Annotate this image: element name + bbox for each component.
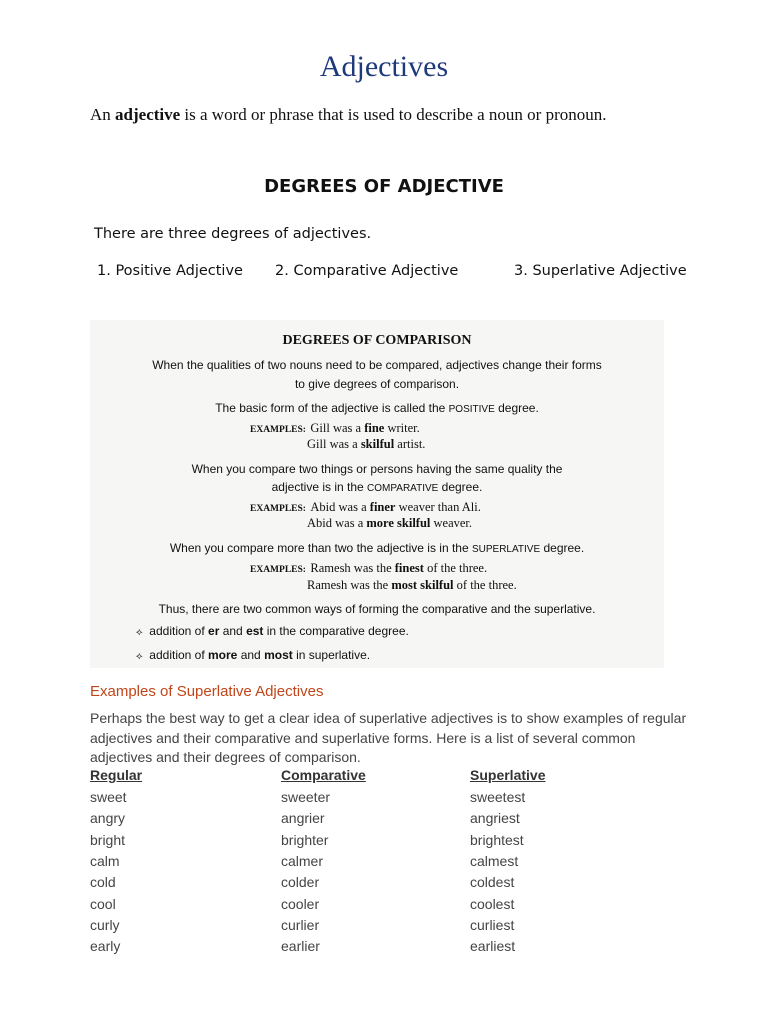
table-cell: curly <box>90 916 120 933</box>
positive-example-2: Gill was a skilful artist. <box>307 437 426 451</box>
table-cell: earliest <box>470 938 516 955</box>
table-cell: calmest <box>470 852 519 869</box>
definition-pre: An <box>90 105 116 124</box>
comparative-example-1: EXAMPLES: Abid was a finer weaver than Ali. <box>250 500 481 514</box>
positive-example-1: EXAMPLES: Gill was a fine writer. <box>250 421 420 435</box>
table-cell: curliest <box>470 916 515 933</box>
definition <box>90 105 607 125</box>
degree-item-positive: 1. Positive Adjective <box>97 263 243 279</box>
comparative-example-2: Abid was a more skilful weaver. <box>307 516 473 530</box>
comparative-text-1: When you compare two things or persons having the same quality the <box>191 462 563 476</box>
table-cell: curlier <box>281 916 320 933</box>
superlative-example-2: Ramesh was the most skilful of the three. <box>307 578 517 592</box>
table-cell: coolest <box>470 895 515 912</box>
column-header-superlative: Superlative <box>470 767 546 783</box>
table-cell: sweet <box>90 789 127 805</box>
degrees-heading: DEGREES OF ADJECTIVE <box>264 176 504 197</box>
table-cell: cool <box>90 895 116 912</box>
comparison-intro-2: to give degrees of comparison. <box>294 377 460 391</box>
table-cell: angrier <box>281 810 325 827</box>
table-cell: angriest <box>470 810 520 827</box>
table-cell: earlier <box>281 938 320 955</box>
bullet-item: ⟡ addition of er and est in the comparative degree. <box>136 624 409 638</box>
table-cell: colder <box>281 874 320 891</box>
table-cell: sweetest <box>470 789 526 805</box>
table-cell: brighter <box>281 831 329 848</box>
positive-text: The basic form of the adjective is called the POSITIVE degree. <box>215 401 539 415</box>
degree-item-comparative: 2. Comparative Adjective <box>275 263 459 279</box>
thus-text: Thus, there are two common ways of forming the comparative and the superlative. <box>158 602 596 616</box>
comparison-intro-1: When the qualities of two nouns need to be compared, adjectives change their forms <box>152 358 602 372</box>
definition-term: adjective <box>115 105 181 124</box>
examples-paragraph: Perhaps the best way to get a clear idea of superlative adjectives is to show examples of regular adjectives and their comparative and superlative forms. Here is a list of several common adjectives and their degrees of comparison. <box>90 710 687 765</box>
three-degrees-text: There are three degrees of adjectives. <box>94 226 372 242</box>
degree-item-superlative: 3. Superlative Adjective <box>514 263 687 279</box>
bullet-item: ⟡ addition of more and most in superlative. <box>136 648 371 662</box>
table-cell: cooler <box>281 895 320 912</box>
table-cell: calm <box>90 852 120 869</box>
table-cell: sweeter <box>281 789 331 805</box>
table-cell: bright <box>90 831 126 848</box>
table-cell: cold <box>90 874 116 891</box>
page-title: Adjectives <box>319 50 449 83</box>
bullet-icon: ⟡ <box>136 627 143 638</box>
table-cell: coldest <box>470 874 515 891</box>
table-cell: angry <box>90 810 126 827</box>
comparative-text-2: adjective is in the COMPARATIVE degree. <box>271 480 483 494</box>
bullet-icon: ⟡ <box>136 651 143 662</box>
comparison-title: DEGREES OF COMPARISON <box>282 333 472 348</box>
definition-post: is a word or phrase that is used to describe a noun or pronoun. <box>180 105 607 124</box>
column-header-comparative: Comparative <box>281 767 366 783</box>
table-cell: brightest <box>470 831 524 848</box>
superlative-example-1: EXAMPLES: Ramesh was the finest of the three. <box>250 561 488 575</box>
column-header-regular: Regular <box>90 767 143 783</box>
examples-heading: Examples of Superlative Adjectives <box>90 683 324 700</box>
superlative-text: When you compare more than two the adjective is in the SUPERLATIVE degree. <box>169 541 585 555</box>
table-cell: calmer <box>281 852 324 869</box>
table-cell: early <box>90 938 121 955</box>
